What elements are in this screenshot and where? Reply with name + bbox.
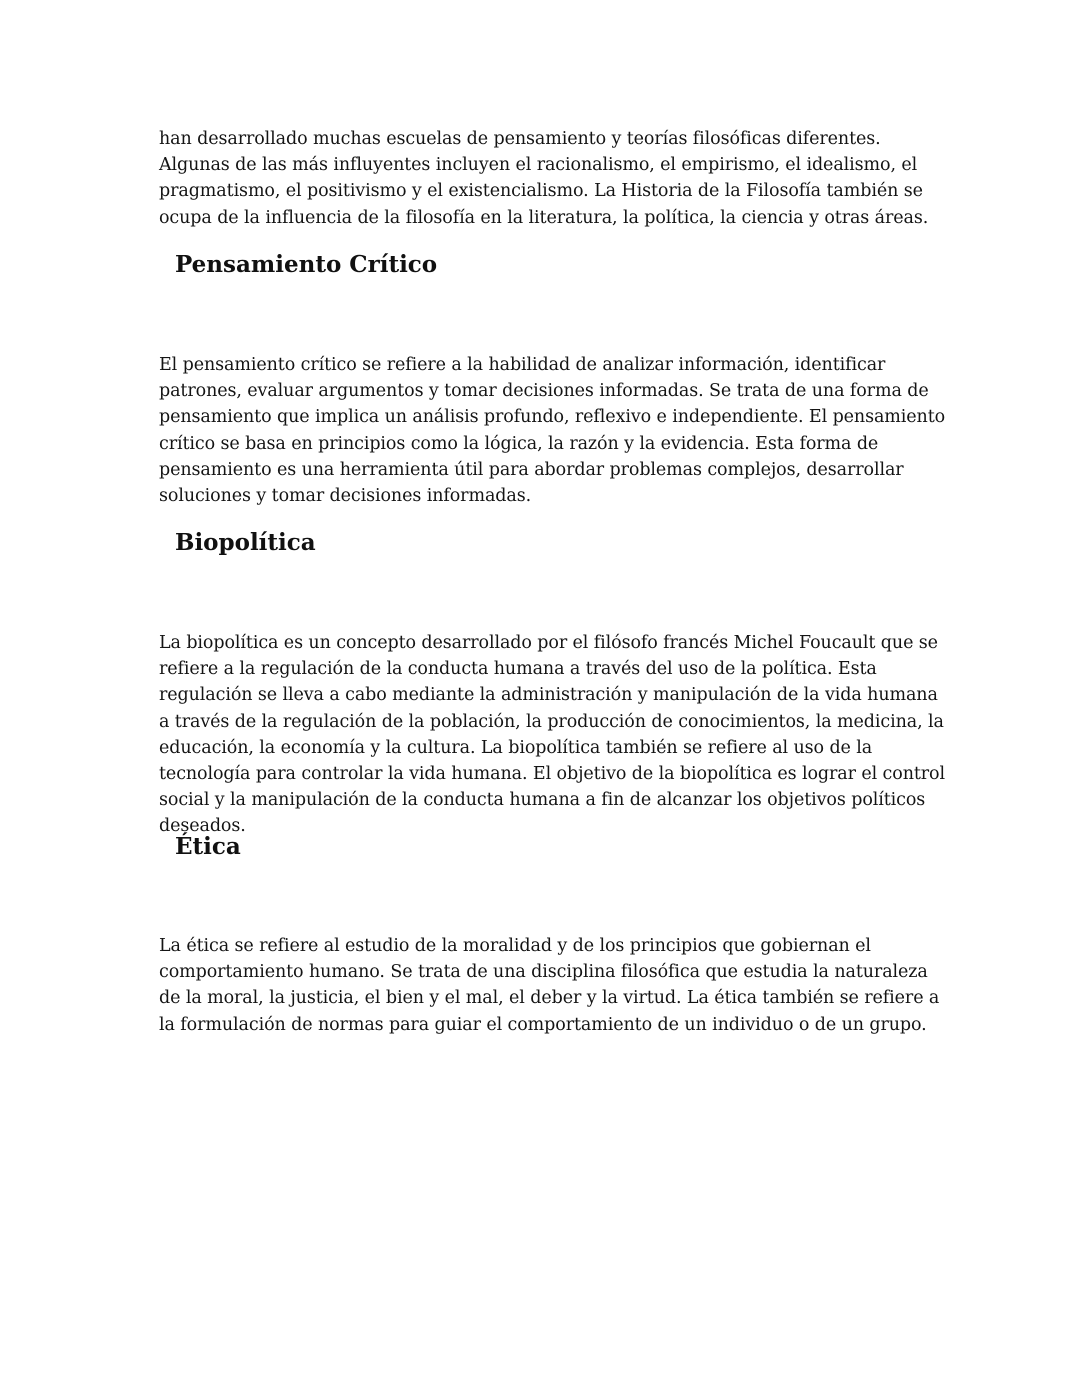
intro-paragraph: han desarrollado muchas escuelas de pensamiento y teorías filosóficas diferentes. Algunas de las más influyentes incluyen el racionalismo, el empirismo, el idealismo, el pragmatismo, el positivismo y el existencialismo. La Historia de la Filosofía también se ocupa de la influencia de la filosofía en la literatura, la política, la ciencia y otras áreas.	[159, 129, 929, 228]
section-body-biopolitica: La biopolítica es un concepto desarrollado por el filósofo francés Michel Foucault que se refiere a la regulación de la conducta humana a través del uso de la política. Esta regulación se lleva a cabo mediante la administración y manipulación de la vida humana a través de la regulación de la población, la producción de conocimientos, la medicina, la educación, la economía y la cultura. La biopolítica también se refiere al uso de la tecnología para controlar la vida humana. El objetivo de la biopolítica es lograr el control social y la manipulación de la conducta humana a fin de alcanzar los objetivos políticos deseados.	[159, 633, 945, 837]
section-heading-biopolitica: Biopolítica	[175, 529, 316, 556]
section-heading-etica: Ética	[175, 833, 241, 860]
section-body-pensamiento-critico: El pensamiento crítico se refiere a la habilidad de analizar información, identificar patrones, evaluar argumentos y tomar decisiones informadas. Se trata de una forma de pensamiento que implica un análisis profundo, reflexivo e independiente. El pensamiento crítico se basa en principios como la lógica, la razón y la evidencia. Esta forma de pensamiento es una herramienta útil para abordar problemas complejos, desarrollar soluciones y tomar decisiones informadas.	[159, 355, 946, 507]
section-body-etica: La ética se refiere al estudio de la moralidad y de los principios que gobiernan el comportamiento humano. Se trata de una disciplina filosófica que estudia la naturaleza de la moral, la justicia, el bien y el mal, el deber y la virtud. La ética también se refiere a la formulación de normas para guiar el comportamiento de un individuo o de un grupo.	[159, 936, 940, 1035]
section-heading-pensamiento-critico: Pensamiento Crítico	[175, 251, 438, 278]
